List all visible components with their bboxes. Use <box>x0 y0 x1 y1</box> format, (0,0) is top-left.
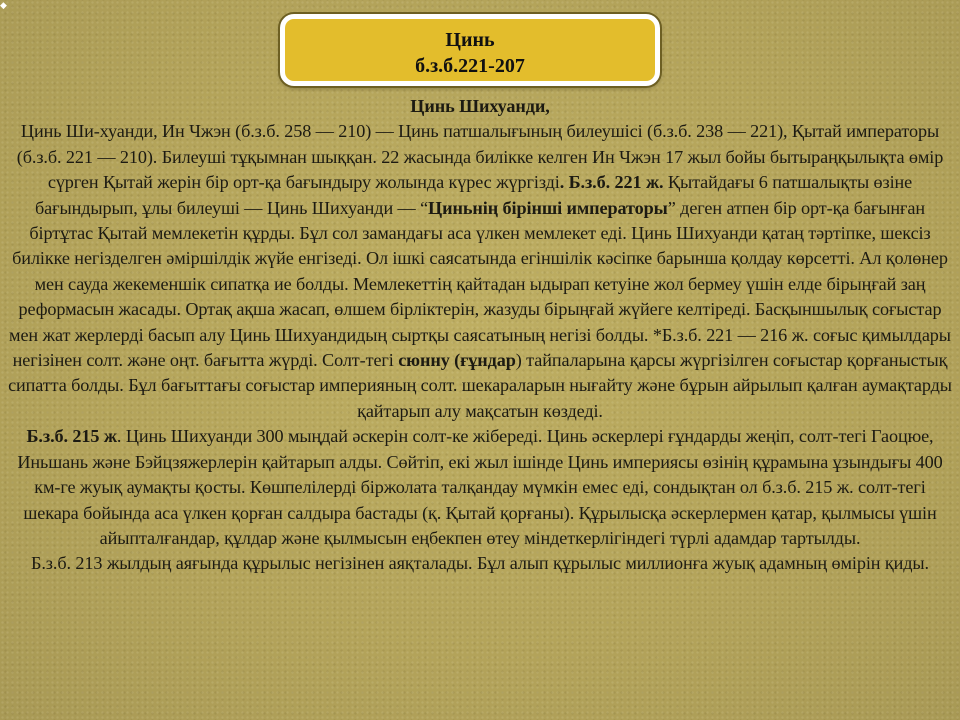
paragraph-2-date: Б.з.б. 215 ж <box>26 426 117 447</box>
paragraph-1 <box>6 119 954 424</box>
body-heading-comma: , <box>545 96 550 116</box>
paragraph-1-g: ) тайпаларына қарсы жүргізілген соғыстар қорғаныстық сипатта болды. Бұл бағыттағы соғыстар империяның солт. шекараларын нығайту және бұрын айрылып қалған аумақтарды қайтарып алу мақсатын көздеді. <box>8 350 952 421</box>
paragraph-2 <box>6 424 954 551</box>
title-line-1: Цинь <box>445 29 495 51</box>
slide-body-text <box>6 94 954 577</box>
paragraph-3: Б.з.б. 213 жылдың аяғында құрылыс негізінен аяқталады. Бұл алып құрылыс миллионға жуық адамның өмірін қиды. <box>31 553 929 574</box>
paragraph-1-emphasis-xiongnu: сюнну (ғұндар <box>398 350 516 371</box>
paragraph-1-a: Цинь Ши-хуанди, Ин Чжэн (б.з.б. 258 — 210) — Цинь патшалығының билеушісі (б.з.б. 238 — 221), Қытай императоры (б.з.б. 221 — 210). Билеуші тұқымнан шыққан. 22 жасында билікке келген Ин Чжэн 17 жыл бойы бытыраңқылықта өмір сүрген Қытай жерін бір орт-қа бағындыру жолында күрес жүргізді <box>16 121 944 193</box>
body-heading-line <box>6 94 954 119</box>
paragraph-2-text: . Цинь Шихуанди 300 мыңдай әскерін солт-ке жібереді. Цинь әскерлері ғұндарды жеңіп, солт-тегі Гаоцюе, Иньшань және Бэйцзяжерлерін қайтарып алды. Сөйтіп, екі жыл ішінде Цинь империясы өзінің құрамына ұзындығы 400 км-ге жуық аумақты қосты. Көшпелілерді біржолата талқандау мүмкін емес еді, сондықтан ол б.з.б. 215 ж. солт-тегі шекара бойында аса үлкен қорған салдыра бастады (қ. Қытай қорғаны). Құрылысқа әскерлермен қатар, қылмысы үшін айыпталғандар, құлдар және қылмысын еңбекпен өтеу міндеткерлігіндегі түрлі адамдар тартылды. <box>17 426 943 548</box>
title-box <box>280 14 660 86</box>
title-line-2: б.з.б.221-207 <box>415 55 525 77</box>
paragraph-1-b: . Б.з.б. 221 ж. <box>559 172 664 193</box>
paragraph-1-emphasis-emperor: Циньнің бірінші императоры <box>428 197 668 218</box>
slide-corner-mark: ◆ <box>0 0 7 10</box>
body-heading: Цинь Шихуанди <box>410 96 546 116</box>
paragraph-1-e: ” деген атпен бір орт-қа бағынған біртұтас Қытай мемлекетін құрды. Бұл сол замандағы аса үлкен мемлекет еді. Цинь Шихуанди қатаң тәртіпке, шексіз билікке негізделген әміршілдік жүйе енгізеді. Ол ішкі саясатында егіншілік кәсіпке барынша қолдау көрсетті. Ал қолөнер мен сауда жекеменшік сипатқа ие болды. Мемлекеттің қайтадан ыдырап кетуіне жол бермеу үшін елде бірыңғай заң реформасын жасады. Ортақ ақша жасап, өлшем бірліктерін, жазуды бірыңғай жүйеге келтіреді. Басқыншылық соғыстар мен жат жерлерді басып алу Цинь Шихуандидың сыртқы саясатының негізі болды. *Б.з.б. 221 — 216 ж. соғыс қимылдары негізінен солт. және оңт. бағытта жүрді. Солт-тегі <box>9 197 951 371</box>
paragraph-1-c: Қытайдағы 6 патшалықты өзіне бағындырып, ұлы билеуші — Цинь Шихуанди — “ <box>35 172 913 218</box>
